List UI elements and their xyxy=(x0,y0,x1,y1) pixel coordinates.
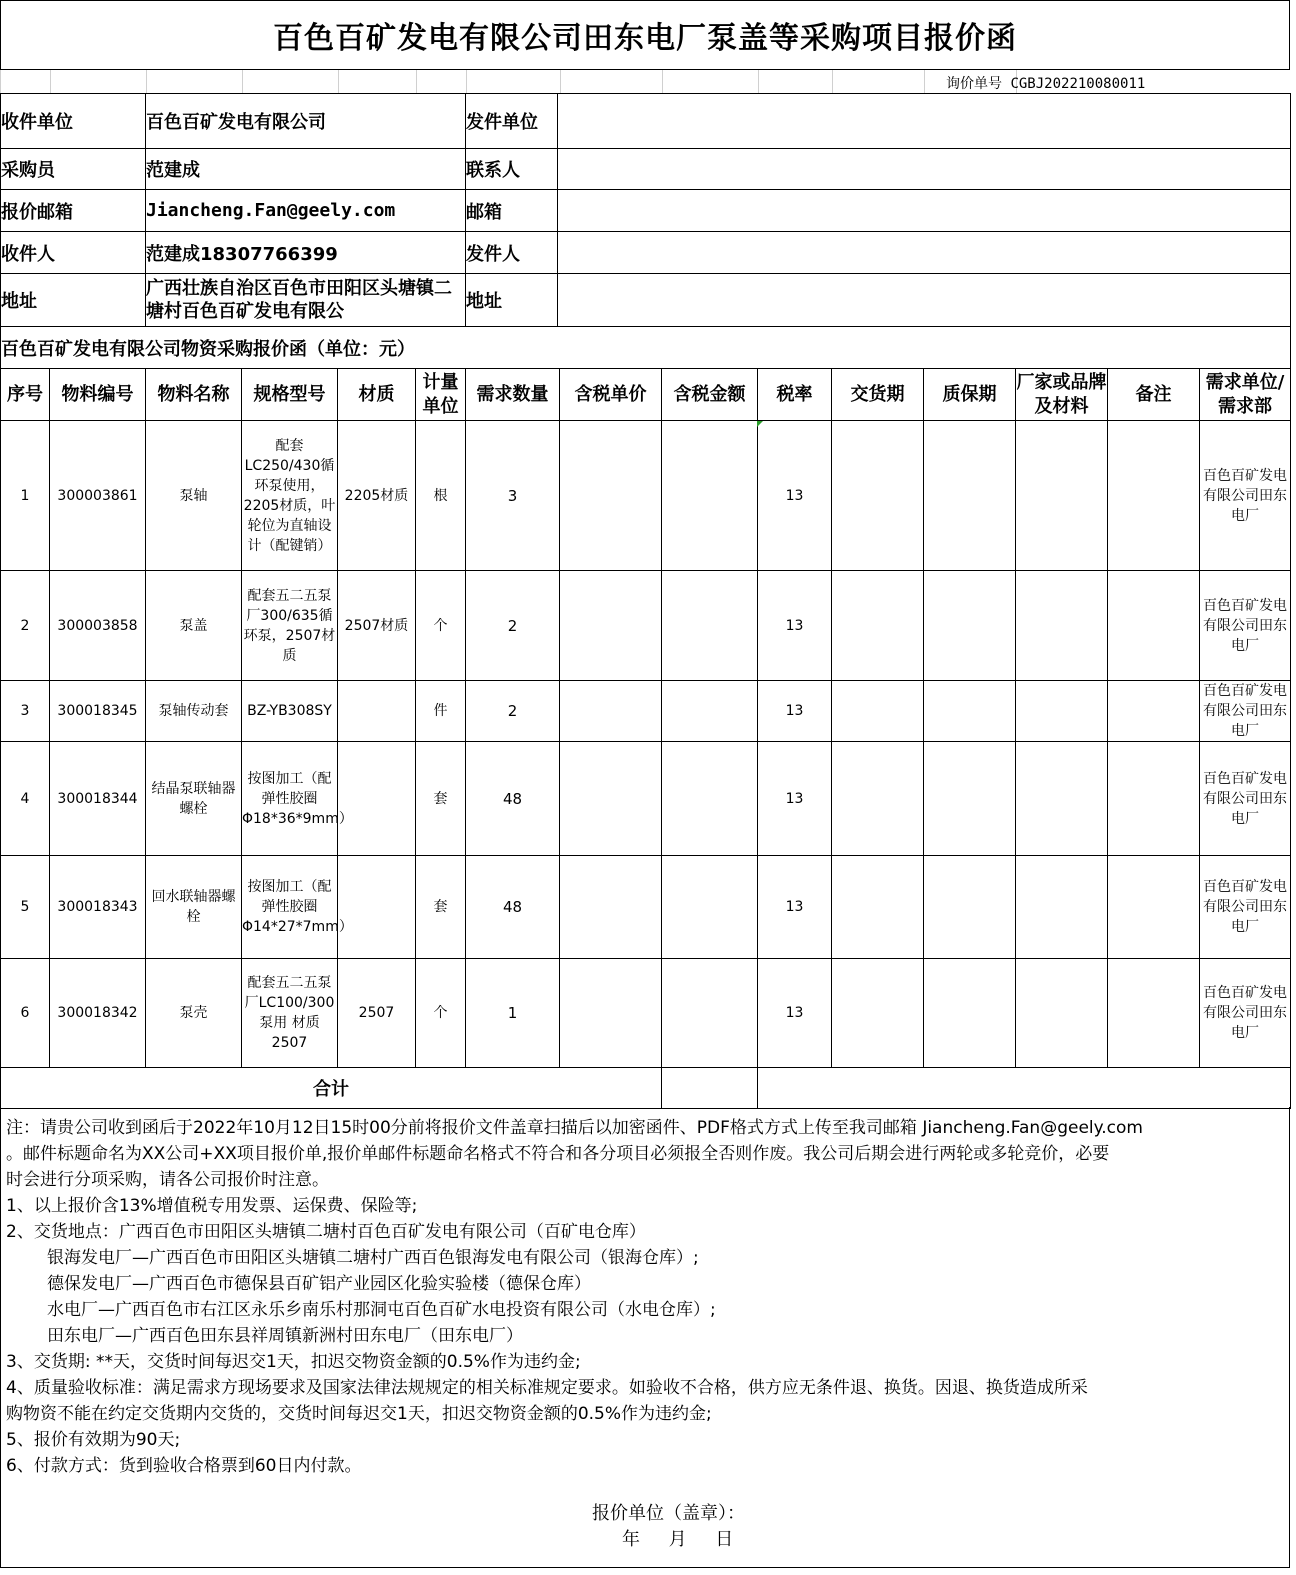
note-line: 购物资不能在约定交货期内交货的，交货时间每迟交1天，扣迟交物资金额的0.5%作为违约金; xyxy=(6,1404,712,1424)
row-amount[interactable] xyxy=(662,571,758,681)
row-price[interactable] xyxy=(560,571,662,681)
note-line: 水电厂—广西百色市右江区永乐乡南乐村那洞屯百色百矿水电投资有限公司（水电仓库）; xyxy=(47,1300,716,1320)
row-tax: 13 xyxy=(758,856,832,959)
row-dept: 百色百矿发电有限公司田东电厂 xyxy=(1200,681,1291,742)
row-tax: 13 xyxy=(758,421,832,571)
note-line: 1、以上报价含13%增值税专用发票、运保费、保险等; xyxy=(6,1196,418,1216)
sign-date: 年 月 日 xyxy=(622,1529,734,1550)
recipient-value: 范建成18307766399 xyxy=(146,232,466,274)
row-qty: 2 xyxy=(466,681,560,742)
row-material: 2507 xyxy=(338,959,416,1068)
recipient-label: 收件人 xyxy=(1,232,146,274)
row-code: 300003858 xyxy=(50,571,146,681)
row-qty: 3 xyxy=(466,421,560,571)
row-warranty[interactable] xyxy=(924,742,1016,856)
table-row xyxy=(1,421,1291,571)
contact-value xyxy=(558,149,1291,190)
row-no: 5 xyxy=(1,856,50,959)
row-unit: 个 xyxy=(416,571,466,681)
row-tax: 13 xyxy=(758,681,832,742)
col-header-delivery: 交货期 xyxy=(832,369,924,421)
row-spec: BZ-YB308SY xyxy=(242,681,338,742)
table-header-row xyxy=(1,369,1291,421)
row-unit: 套 xyxy=(416,856,466,959)
row-remark[interactable] xyxy=(1108,742,1200,856)
total-row xyxy=(1,1068,1291,1109)
row-name: 结晶泵联轴器螺栓 xyxy=(146,742,242,856)
row-brand[interactable] xyxy=(1016,959,1108,1068)
items-table xyxy=(0,368,1291,1109)
row-amount[interactable] xyxy=(662,681,758,742)
note-line: 银海发电厂—广西百色市田阳区头塘镇二塘村广西百色银海发电有限公司（银海仓库）; xyxy=(47,1248,699,1268)
row-unit: 套 xyxy=(416,742,466,856)
row-qty: 48 xyxy=(466,742,560,856)
row-no: 2 xyxy=(1,571,50,681)
table-row xyxy=(1,742,1291,856)
row-tax: 13 xyxy=(758,571,832,681)
table-row xyxy=(1,959,1291,1068)
col-header-price: 含税单价 xyxy=(560,369,662,421)
row-qty: 1 xyxy=(466,959,560,1068)
receiver-unit-value: 百色百矿发电有限公司 xyxy=(146,94,466,149)
row-spec: 配套五二五泵厂300/635循环泵，2507材质 xyxy=(242,571,338,681)
buyer-label: 采购员 xyxy=(1,149,146,190)
note-line: 2、交货地点：广西百色市田阳区头塘镇二塘村百色百矿发电有限公司（百矿电仓库） xyxy=(6,1222,646,1242)
row-warranty[interactable] xyxy=(924,856,1016,959)
total-amount[interactable] xyxy=(662,1068,758,1109)
row-no: 4 xyxy=(1,742,50,856)
row-spec: 按图加工（配弹性胶圈Φ18*36*9mm） xyxy=(242,742,338,856)
total-blank xyxy=(758,1068,1291,1109)
row-material: 2507材质 xyxy=(338,571,416,681)
note-line: 注：请贵公司收到函后于2022年10月12日15时00分前将报价文件盖章扫描后以加密函件、PDF格式方式上传至我司邮箱 Jiancheng.Fan@geely.com xyxy=(6,1118,1143,1138)
row-name: 泵轴 xyxy=(146,421,242,571)
row-brand[interactable] xyxy=(1016,742,1108,856)
quote-email-label: 报价邮箱 xyxy=(1,190,146,232)
email-value xyxy=(558,190,1291,232)
row-amount[interactable] xyxy=(662,856,758,959)
col-header-code: 物料编号 xyxy=(50,369,146,421)
page-title: 百色百矿发电有限公司田东电厂泵盖等采购项目报价函 xyxy=(0,0,1290,70)
row-delivery[interactable] xyxy=(832,959,924,1068)
row-remark[interactable] xyxy=(1108,421,1200,571)
row-unit: 件 xyxy=(416,681,466,742)
sender-label: 发件人 xyxy=(466,232,558,274)
row-brand[interactable] xyxy=(1016,856,1108,959)
row-unit: 个 xyxy=(416,959,466,1068)
row-no: 6 xyxy=(1,959,50,1068)
row-dept: 百色百矿发电有限公司田东电厂 xyxy=(1200,856,1291,959)
row-amount[interactable] xyxy=(662,959,758,1068)
row-spec: 配套LC250/430循环泵使用，2205材质，叶轮位为直轴设计（配键销） xyxy=(242,421,338,571)
row-material: 2205材质 xyxy=(338,421,416,571)
row-amount[interactable] xyxy=(662,421,758,571)
row-delivery[interactable] xyxy=(832,742,924,856)
row-delivery[interactable] xyxy=(832,856,924,959)
row-brand[interactable] xyxy=(1016,681,1108,742)
table-row xyxy=(1,681,1291,742)
inquiry-label: 询价单号 xyxy=(946,76,1002,92)
row-material xyxy=(338,742,416,856)
row-qty: 48 xyxy=(466,856,560,959)
row-warranty[interactable] xyxy=(924,959,1016,1068)
col-header-remark: 备注 xyxy=(1108,369,1200,421)
note-line: 4、质量验收标准：满足需求方现场要求及国家法律法规规定的相关标准规定要求。如验收不合格，供方应无条件退、换货。因退、换货造成所采 xyxy=(6,1378,1088,1398)
row-amount[interactable] xyxy=(662,742,758,856)
sender-unit-value xyxy=(558,94,1291,149)
note-line: 5、报价有效期为90天; xyxy=(6,1430,181,1450)
row-spec: 配套五二五泵厂LC100/300泵用 材质2507 xyxy=(242,959,338,1068)
contact-label: 联系人 xyxy=(466,149,558,190)
col-header-no: 序号 xyxy=(1,369,50,421)
row-price[interactable] xyxy=(560,742,662,856)
row-warranty[interactable] xyxy=(924,421,1016,571)
col-header-dept: 需求单位/需求部 xyxy=(1200,369,1291,421)
row-tax: 13 xyxy=(758,959,832,1068)
row-warranty[interactable] xyxy=(924,571,1016,681)
total-label: 合计 xyxy=(1,1068,662,1109)
col-header-material: 材质 xyxy=(338,369,416,421)
row-name: 泵壳 xyxy=(146,959,242,1068)
receiver-unit-label: 收件单位 xyxy=(1,94,146,149)
row-price[interactable] xyxy=(560,959,662,1068)
row-remark[interactable] xyxy=(1108,856,1200,959)
quote-email-value: Jiancheng.Fan@geely.com xyxy=(146,190,466,232)
row-brand[interactable] xyxy=(1016,571,1108,681)
col-header-qty: 需求数量 xyxy=(466,369,560,421)
row-no: 1 xyxy=(1,421,50,571)
address2-value xyxy=(558,274,1291,327)
row-dept: 百色百矿发电有限公司田东电厂 xyxy=(1200,571,1291,681)
row-unit: 根 xyxy=(416,421,466,571)
col-header-spec: 规格型号 xyxy=(242,369,338,421)
row-delivery[interactable] xyxy=(832,421,924,571)
note-line: 3、交货期: **天，交货时间每迟交1天，扣迟交物资金额的0.5%作为违约金; xyxy=(6,1352,581,1372)
row-code: 300003861 xyxy=(50,421,146,571)
row-code: 300018345 xyxy=(50,681,146,742)
note-line: 时会进行分项采购，请各公司报价时注意。 xyxy=(6,1170,329,1190)
row-delivery[interactable] xyxy=(832,571,924,681)
row-material xyxy=(338,856,416,959)
email-label: 邮箱 xyxy=(466,190,558,232)
col-header-brand: 厂家或品牌及材料 xyxy=(1016,369,1108,421)
address-label: 地址 xyxy=(1,274,146,327)
row-dept: 百色百矿发电有限公司田东电厂 xyxy=(1200,959,1291,1068)
row-no: 3 xyxy=(1,681,50,742)
row-remark[interactable] xyxy=(1108,571,1200,681)
row-price[interactable] xyxy=(560,421,662,571)
row-dept: 百色百矿发电有限公司田东电厂 xyxy=(1200,742,1291,856)
col-header-name: 物料名称 xyxy=(146,369,242,421)
sender-value xyxy=(558,232,1291,274)
row-delivery[interactable] xyxy=(832,681,924,742)
row-name: 泵盖 xyxy=(146,571,242,681)
address-value: 广西壮族自治区百色市田阳区头塘镇二塘村百色百矿发电有限公 xyxy=(146,274,466,327)
row-name: 泵轴传动套 xyxy=(146,681,242,742)
col-header-unit: 计量单位 xyxy=(416,369,466,421)
quote-unit-stamp-label: 报价单位（盖章）： xyxy=(592,1503,745,1524)
note-line: 。邮件标题命名为XX公司+XX项目报价单,报价单邮件标题命名格式不符合和各分项目必须报全否则作废。我公司后期会进行两轮或多轮竞价，必要 xyxy=(6,1144,1110,1164)
header-info-table xyxy=(0,93,1291,369)
col-header-warranty: 质保期 xyxy=(924,369,1016,421)
table-row xyxy=(1,856,1291,959)
cell-comment-marker xyxy=(757,421,763,427)
sender-unit-label: 发件单位 xyxy=(466,94,558,149)
row-qty: 2 xyxy=(466,571,560,681)
inquiry-value: CGBJ202210080011 xyxy=(1010,76,1146,92)
row-code: 300018343 xyxy=(50,856,146,959)
address2-label: 地址 xyxy=(466,274,558,327)
inquiry-number xyxy=(946,73,1145,93)
row-brand[interactable] xyxy=(1016,421,1108,571)
row-code: 300018344 xyxy=(50,742,146,856)
row-remark[interactable] xyxy=(1108,959,1200,1068)
row-price[interactable] xyxy=(560,681,662,742)
row-price[interactable] xyxy=(560,856,662,959)
col-header-amount: 含税金额 xyxy=(662,369,758,421)
row-warranty[interactable] xyxy=(924,681,1016,742)
section-title: 百色百矿发电有限公司物资采购报价函（单位：元） xyxy=(1,327,1291,369)
table-row xyxy=(1,571,1291,681)
note-line: 6、付款方式：货到验收合格票到60日内付款。 xyxy=(6,1456,362,1476)
row-name: 回水联轴器螺栓 xyxy=(146,856,242,959)
row-spec: 按图加工（配弹性胶圈Φ14*27*7mm） xyxy=(242,856,338,959)
col-header-tax: 税率 xyxy=(758,369,832,421)
row-code: 300018342 xyxy=(50,959,146,1068)
note-line: 田东电厂—广西百色田东县祥周镇新洲村田东电厂（田东电厂） xyxy=(47,1326,523,1346)
note-line: 德保发电厂—广西百色市德保县百矿铝产业园区化验实验楼（德保仓库） xyxy=(47,1274,591,1294)
row-dept: 百色百矿发电有限公司田东电厂 xyxy=(1200,421,1291,571)
buyer-value: 范建成 xyxy=(146,149,466,190)
row-material xyxy=(338,681,416,742)
row-tax: 13 xyxy=(758,742,832,856)
row-remark[interactable] xyxy=(1108,681,1200,742)
